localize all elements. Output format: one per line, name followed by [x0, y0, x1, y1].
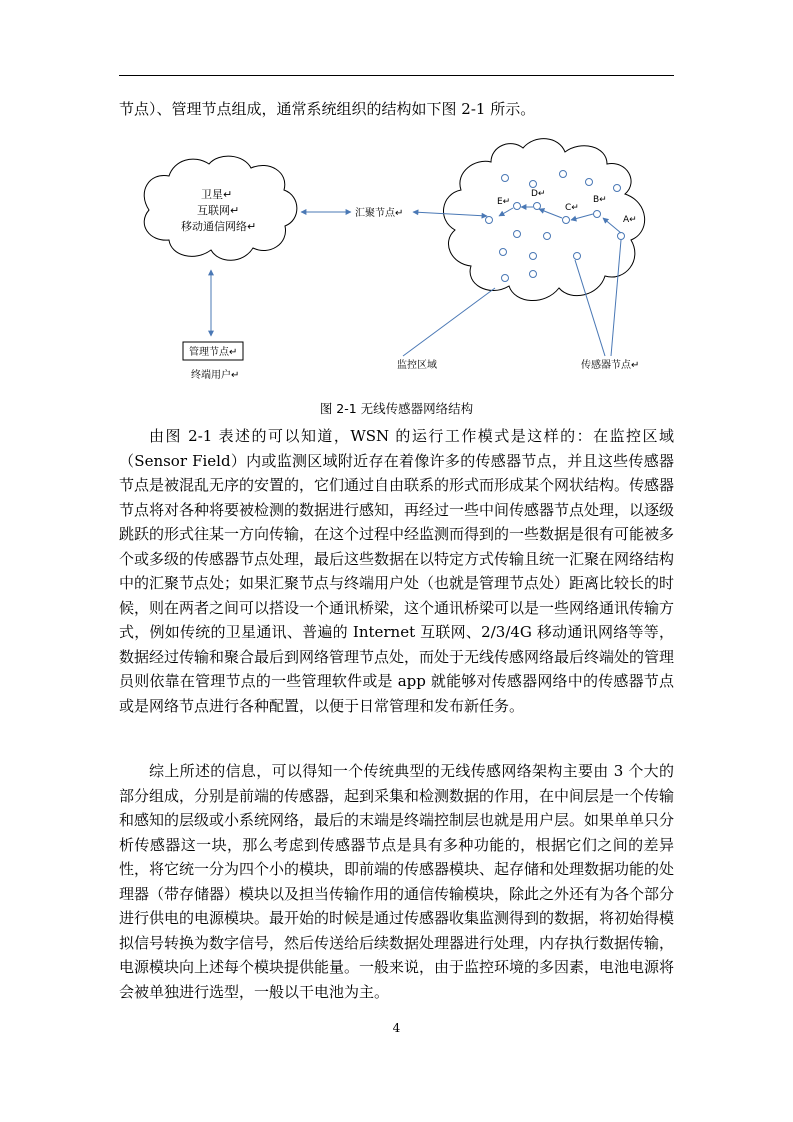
sensor-nodes	[486, 171, 625, 282]
node-label-b: B↵	[593, 195, 607, 205]
left-cloud-line-1: 卫星↵	[201, 188, 233, 201]
figure-caption: 图 2-1 无线传感器网络结构	[319, 401, 474, 416]
header-rule	[119, 75, 674, 76]
right-cloud	[444, 139, 645, 301]
left-cloud-line-2: 互联网↵	[197, 204, 240, 217]
node-label-e: E↵	[497, 197, 511, 207]
node-label-c: C↵	[565, 203, 579, 213]
monitor-area-label: 监控区域	[397, 360, 437, 371]
sensor-node-label: 传感器节点↵	[581, 360, 640, 371]
manager-box-label: 管理节点↵	[189, 347, 238, 358]
intro-line: 节点）、管理节点组成，通常系统组织的结构如下图 2-1 所示。	[119, 100, 536, 118]
node-label-a: A↵	[623, 215, 637, 225]
wsn-figure	[119, 132, 674, 394]
paragraph-2: 综上所述的信息，可以得知一个传统典型的无线传感网络架构主要由 3 个大的部分组成，分别是前端的传感器，起到采集和检测数据的作用，在中间层是一个传输和感知的层级或小系统网络，最后的末端是终端控制层也就是用户层。如果单单只分析传感器这一块，那么考虑到传感器节点是具有多种功能的，根据它们之间的差异性，将它统一分为四个小的模块，即前端的传感器模块、起存储和处理数据功能的处理器（带存储器）模块以及担当传输作用的通信传输模块，除此之外还有为各个部分进行供电的电源模块。最开始的时候是通过传感器收集监测得到的数据，将初始得模拟信号转换为数字信号，然后传送给后续数据处理器进行处理，内存执行数据传输，电源模块向上述每个模块提供能量。一般来说，由于监控环境的多因素，电池电源将会被单独进行选型，一般以干电池为主。	[119, 762, 675, 1001]
terminal-user-label: 终端用户↵	[191, 370, 240, 381]
paragraph-1: 由图 2-1 表述的可以知道，WSN 的运行工作模式是这样的：在监控区域（Sensor Field）内或监测区域附近存在着像许多的传感器节点，并且这些传感器节点是被混乱无序的安置的，它们通过自由联系的形式而形成某个网状结构。传感器节点将对各种将要被检测的数据进行感知，再经过一些中间传感器节点处理，以逐级跳跃的形式往某一方向传输，在这个过程中经监测而得到的一些数据是很有可能被多个或多级的传感器节点处理，最后这些数据在以特定方式传输且统一汇聚在网络结构中的汇聚节点处；如果汇聚节点与终端用户处（也就是管理节点处）距离比较长的时候，则在两者之间可以搭设一个通讯桥梁，这个通讯桥梁可以是一些网络通讯传输方式，例如传统的卫星通讯、普遍的 Internet 互联网、2/3/4G 移动通讯网络等等，数据经过传输和聚合最后到网络管理节点处，而处于无线传感网络最后终端处的管理员则依靠在管理节点的一些管理软件或是 app 就能够对传感器网络中的传感器节点或是网络节点进行各种配置，以便于日常管理和发布新任务。	[119, 427, 675, 715]
node-label-d: D↵	[531, 189, 546, 199]
sink-node-label: 汇聚节点↵	[355, 208, 404, 219]
left-cloud-line-3: 移动通信网络↵	[181, 220, 257, 233]
page-number: 4	[392, 1021, 401, 1035]
